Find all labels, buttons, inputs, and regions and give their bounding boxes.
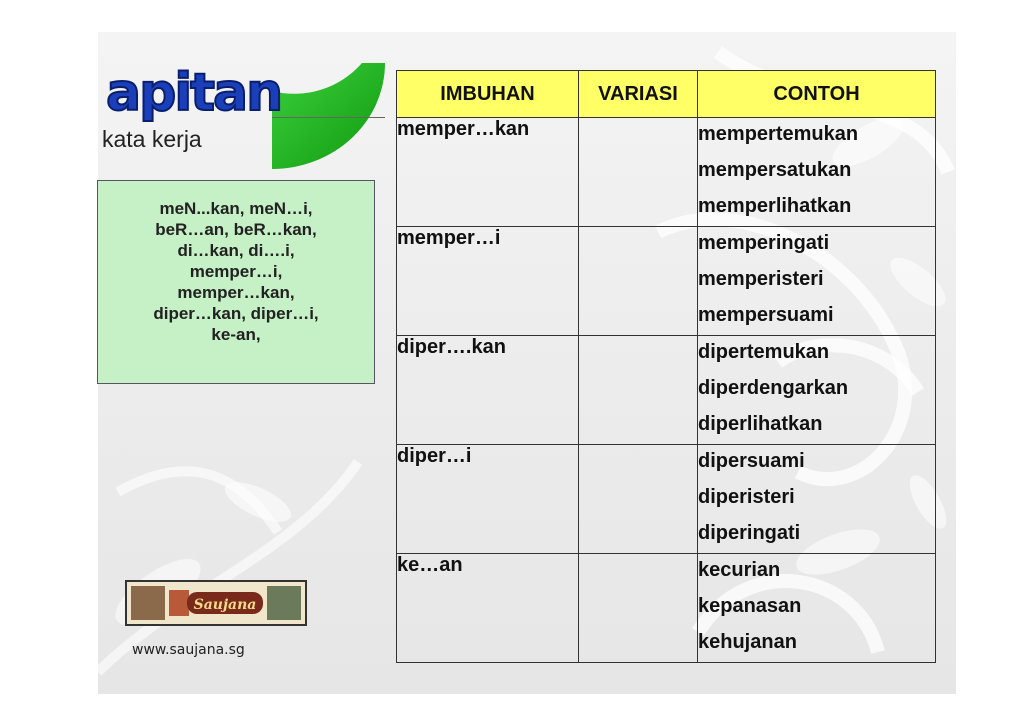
- affix-line: ke-an,: [211, 325, 261, 344]
- saujana-banner[interactable]: [125, 580, 307, 626]
- contoh-word: mempersuami: [698, 304, 834, 326]
- table-row: [397, 336, 936, 445]
- variasi-cell: [579, 554, 698, 663]
- imbuhan-cell: diper…i: [397, 445, 579, 554]
- imbuhan-cell: memper…kan: [397, 118, 579, 227]
- affix-line: memper…kan,: [177, 283, 295, 302]
- table-row: [397, 445, 936, 554]
- affix-line: beR…an, beR…kan,: [155, 220, 317, 239]
- banner-name: Saujana: [193, 597, 257, 613]
- contoh-cell: [698, 554, 936, 663]
- table-row: [397, 118, 936, 227]
- contoh-word: memperisteri: [698, 268, 824, 290]
- contoh-word: kepanasan: [698, 595, 802, 617]
- footer-url[interactable]: www.saujana.sg: [132, 642, 245, 658]
- contoh-word: diperisteri: [698, 486, 795, 508]
- page-subtitle: kata kerja: [102, 126, 202, 152]
- contoh-word: diperlihatkan: [698, 413, 823, 435]
- header-contoh: CONTOH: [698, 71, 936, 118]
- contoh-cell: [698, 118, 936, 227]
- affix-line: diper…kan, diper…i,: [153, 304, 319, 323]
- imbuhan-table: [396, 70, 936, 663]
- contoh-cell: [698, 227, 936, 336]
- table-header-row: [397, 71, 936, 118]
- contoh-word: diperingati: [698, 522, 801, 544]
- contoh-word: kehujanan: [698, 631, 797, 653]
- contoh-word: mempersatukan: [698, 159, 852, 181]
- contoh-word: kecurian: [698, 559, 781, 581]
- contoh-word: dipersuami: [698, 450, 805, 472]
- contoh-word: dipertemukan: [698, 341, 830, 363]
- affix-line: meN...kan, meN…i,: [159, 199, 313, 218]
- table-row: [397, 554, 936, 663]
- logo-text: apitan: [106, 64, 282, 123]
- contoh-word: memperlihatkan: [698, 195, 852, 217]
- affix-list-box: [97, 180, 375, 384]
- imbuhan-cell: ke…an: [397, 554, 579, 663]
- header-variasi: VARIASI: [579, 71, 698, 118]
- table-row: [397, 227, 936, 336]
- affix-line: memper…i,: [189, 262, 283, 281]
- contoh-word: diperdengarkan: [698, 377, 849, 399]
- header-imbuhan: IMBUHAN: [397, 71, 579, 118]
- apitan-logo: [104, 64, 304, 124]
- contoh-cell: [698, 336, 936, 445]
- imbuhan-cell: memper…i: [397, 227, 579, 336]
- imbuhan-cell: diper….kan: [397, 336, 579, 445]
- variasi-cell: [579, 445, 698, 554]
- variasi-cell: [579, 336, 698, 445]
- variasi-cell: [579, 227, 698, 336]
- contoh-cell: [698, 445, 936, 554]
- contoh-word: memperingati: [698, 232, 830, 254]
- affix-line: di…kan, di….i,: [177, 241, 295, 260]
- saujana-banner-image: [127, 582, 305, 624]
- contoh-word: mempertemukan: [698, 123, 859, 145]
- variasi-cell: [579, 118, 698, 227]
